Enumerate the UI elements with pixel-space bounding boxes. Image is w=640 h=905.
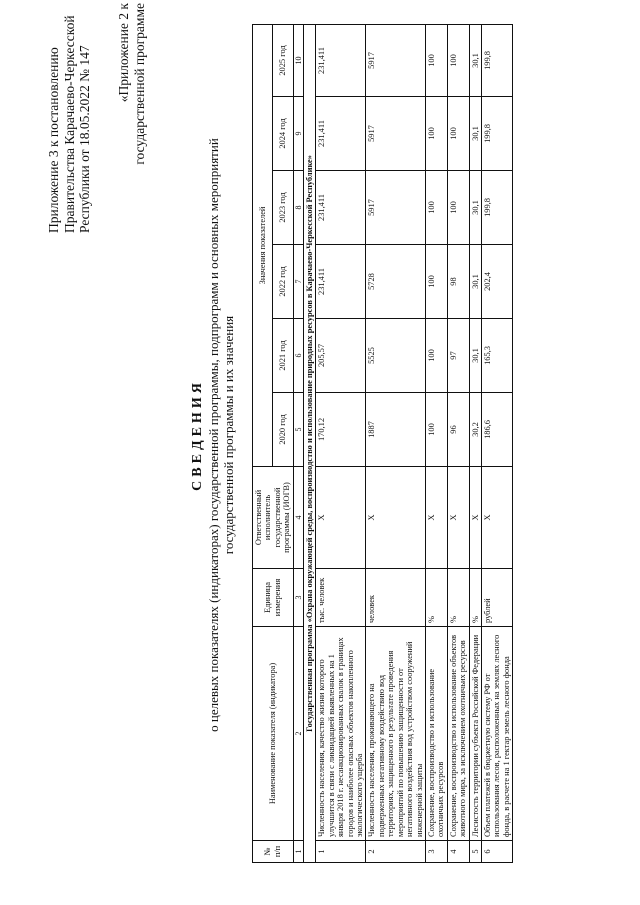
row-num: 2 bbox=[366, 841, 425, 863]
column-number: 9 bbox=[293, 97, 303, 171]
row-executor: X bbox=[366, 467, 425, 569]
row-value: 100 bbox=[425, 97, 447, 171]
row-unit: % bbox=[425, 569, 447, 627]
row-unit: % bbox=[469, 569, 481, 627]
header-num: № п/п bbox=[253, 841, 294, 863]
row-unit: рублей bbox=[481, 569, 512, 627]
row-executor: X bbox=[481, 467, 512, 569]
row-name: Численность населения, качество жизни которого улучшится в связи с ликвидацией выявленных на 1 января 2018 г. несанкционированных свалок в границах городов и наиболее опасных объектов накопленного экологического ущерба bbox=[316, 627, 366, 841]
row-value: 199,8 bbox=[481, 97, 512, 171]
row-value: 100 bbox=[447, 24, 469, 96]
row-value: 205,57 bbox=[316, 319, 366, 393]
row-name: Сохранение, воспроизводство и использование охотничьих ресурсов bbox=[425, 627, 447, 841]
row-name: Лесистость территории субъекта Российской Федерации bbox=[469, 627, 481, 841]
row-value: 100 bbox=[425, 171, 447, 245]
table-row bbox=[425, 24, 447, 862]
row-value: 30,1 bbox=[469, 245, 481, 319]
row-num: 6 bbox=[481, 841, 512, 863]
row-num: 1 bbox=[316, 841, 366, 863]
row-name: Объем платежей в бюджетную систему РФ от использования лесов, расположенных на землях лесного фонда, в расчете на 1 гектар земель лесного фонда bbox=[481, 627, 512, 841]
row-value: 231,411 bbox=[316, 171, 366, 245]
column-number: 7 bbox=[293, 245, 303, 319]
row-value: 231,411 bbox=[316, 97, 366, 171]
decree-line: Республики от 18.05.2022 № 147 bbox=[77, 45, 92, 233]
row-unit: % bbox=[447, 569, 469, 627]
row-value: 100 bbox=[447, 171, 469, 245]
row-value: 199,8 bbox=[481, 24, 512, 96]
column-number: 3 bbox=[293, 569, 303, 627]
row-value: 5917 bbox=[366, 24, 425, 96]
column-number: 6 bbox=[293, 319, 303, 393]
row-value: 5728 bbox=[366, 245, 425, 319]
decree-reference bbox=[46, 3, 93, 233]
header-row bbox=[253, 24, 273, 862]
row-num: 3 bbox=[425, 841, 447, 863]
row-value: 5525 bbox=[366, 319, 425, 393]
column-number: 2 bbox=[293, 627, 303, 841]
row-value: 30,2 bbox=[469, 393, 481, 467]
header-year: 2020 год bbox=[273, 393, 293, 467]
title-line: государственной программы и их значения bbox=[221, 315, 236, 555]
document-title bbox=[190, 55, 236, 815]
row-value: 202,4 bbox=[481, 245, 512, 319]
table-row bbox=[366, 24, 425, 862]
header-values-group: Значения показателей bbox=[253, 24, 273, 466]
row-executor: X bbox=[316, 467, 366, 569]
table-row bbox=[447, 24, 469, 862]
column-number: 5 bbox=[293, 393, 303, 467]
row-value: 199,8 bbox=[481, 171, 512, 245]
appendix-line: «Приложение 2 к bbox=[116, 3, 131, 103]
header-year: 2021 год bbox=[273, 319, 293, 393]
header-year: 2025 год bbox=[273, 24, 293, 96]
row-value: 98 bbox=[447, 245, 469, 319]
row-value: 100 bbox=[425, 245, 447, 319]
row-value: 30,1 bbox=[469, 319, 481, 393]
row-value: 100 bbox=[425, 393, 447, 467]
appendix-reference bbox=[116, 3, 147, 183]
appendix-line: государственной программе bbox=[131, 3, 147, 165]
program-title: Государственная программа «Охрана окружающей среды, воспроизводство и использование природных ресурсов в Карачаево-Черкесской Республике» bbox=[304, 24, 316, 862]
row-value: 1887 bbox=[366, 393, 425, 467]
header-year: 2024 год bbox=[273, 97, 293, 171]
row-value: 165,3 bbox=[481, 319, 512, 393]
decree-line: Приложение 3 к постановлению bbox=[46, 47, 61, 233]
indicators-table bbox=[252, 24, 513, 863]
column-number: 8 bbox=[293, 171, 303, 245]
header-name: Наименование показателя (индикатора) bbox=[253, 627, 294, 841]
row-executor: X bbox=[447, 467, 469, 569]
row-value: 100 bbox=[425, 24, 447, 96]
row-value: 30,1 bbox=[469, 171, 481, 245]
table-row bbox=[469, 24, 481, 862]
title-line: о целевых показателях (индикаторах) государственной программы, подпрограмм и основных мероприятий bbox=[206, 138, 221, 732]
column-number-row bbox=[293, 24, 303, 862]
decree-line: Правительства Карачаево-Черкесской bbox=[61, 15, 77, 233]
row-name: Сохранение, воспроизводство и использование объектов животного мира, за исключением охотничьих ресурсов bbox=[447, 627, 469, 841]
row-executor: X bbox=[425, 467, 447, 569]
row-value: 231,411 bbox=[316, 24, 366, 96]
header-year: 2022 год bbox=[273, 245, 293, 319]
column-number: 4 bbox=[293, 467, 303, 569]
program-row bbox=[304, 24, 316, 862]
row-value: 231,411 bbox=[316, 245, 366, 319]
column-number: 10 bbox=[293, 24, 303, 96]
table-row bbox=[316, 24, 366, 862]
row-value: 30,1 bbox=[469, 24, 481, 96]
column-number: 1 bbox=[293, 841, 303, 863]
header-unit: Единица измерения bbox=[253, 569, 294, 627]
title-main: СВЕДЕНИЯ bbox=[190, 379, 205, 491]
header-executor: Ответственный исполнитель государственной программы (ИОГВ) bbox=[253, 467, 294, 569]
row-unit: человек bbox=[366, 569, 425, 627]
row-value: 5917 bbox=[366, 171, 425, 245]
row-unit: тыс. человек bbox=[316, 569, 366, 627]
row-value: 100 bbox=[447, 97, 469, 171]
header-year: 2023 год bbox=[273, 171, 293, 245]
row-value: 96 bbox=[447, 393, 469, 467]
table-row bbox=[481, 24, 512, 862]
row-value: 170,12 bbox=[316, 393, 366, 467]
row-value: 97 bbox=[447, 319, 469, 393]
row-num: 5 bbox=[469, 841, 481, 863]
row-value: 100 bbox=[425, 319, 447, 393]
row-value: 5917 bbox=[366, 97, 425, 171]
row-executor: X bbox=[469, 467, 481, 569]
row-value: 30,1 bbox=[469, 97, 481, 171]
row-num: 4 bbox=[447, 841, 469, 863]
row-name: Численность населения, проживающего на подверженных негативному воздействию вод территориях, защищенного в результате проведения мероприятий по повышению защищенности от негативного воздействия вод устройством сооружений инженерной защиты bbox=[366, 627, 425, 841]
row-value: 186,6 bbox=[481, 393, 512, 467]
